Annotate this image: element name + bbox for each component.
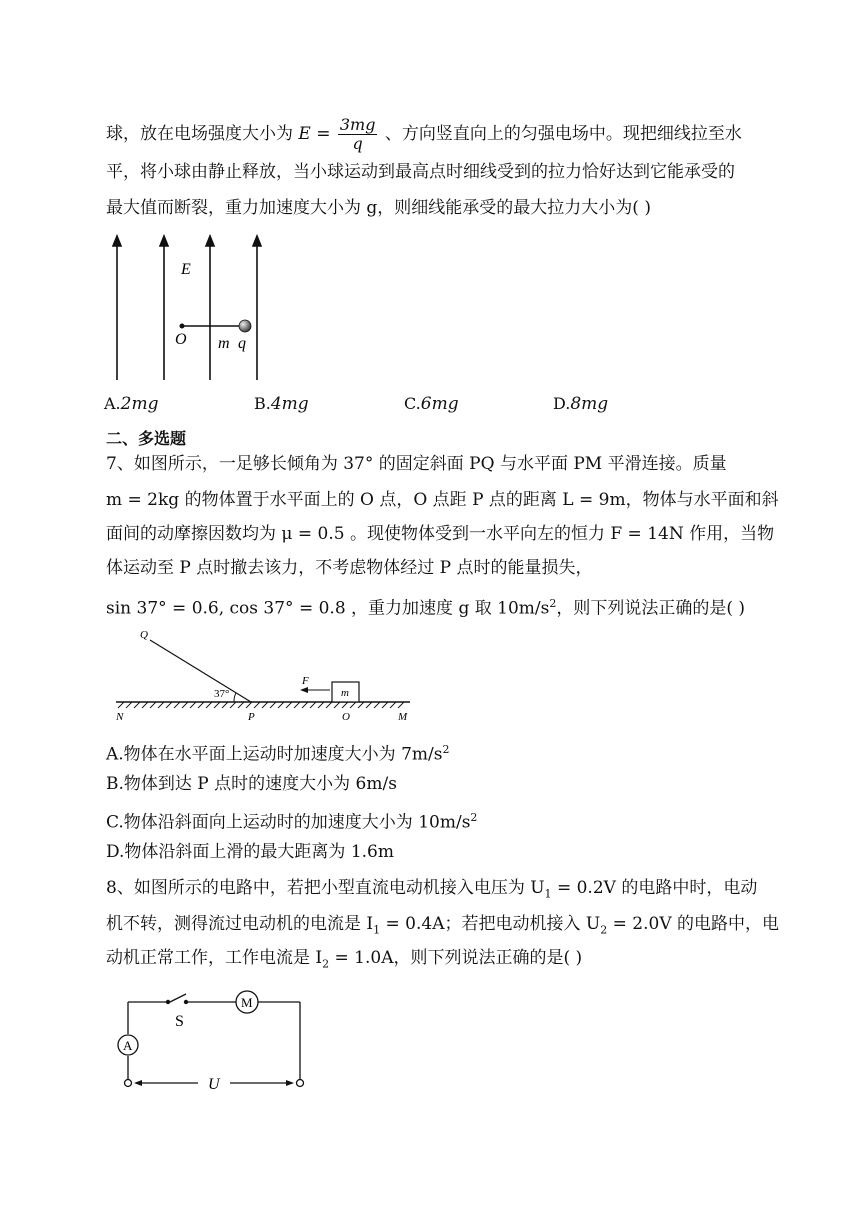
terminal-left <box>125 1080 132 1087</box>
label-q: q <box>238 335 246 352</box>
arrow-left-icon <box>300 687 308 693</box>
q7-line3: 面间的动摩擦因数均为 μ = 0.5 。现使物体受到一水平向左的恒力 F = 14N 作用，当物 <box>106 524 775 544</box>
q7-line5: sin 37° = 0.6, cos 37° = 0.8 ，重力加速度 g 取 $10m/s^2$，则下列说法正确的是( ) <box>106 597 746 619</box>
field-fraction <box>338 116 378 153</box>
angle-arc <box>234 693 236 702</box>
label-S: S <box>175 1013 184 1030</box>
ground-hatching <box>118 702 404 708</box>
arrow-left-icon <box>134 1080 142 1086</box>
label-M: M <box>398 711 408 723</box>
option-a: A.2mg <box>104 394 159 414</box>
fraction-denominator: q <box>352 134 363 153</box>
option-b: B.4mg <box>254 394 309 414</box>
q7-option-b: B.物体到达 P 点时的速度大小为 6m/s <box>106 774 397 794</box>
q6-field-figure <box>105 232 275 382</box>
switch-contact-right <box>184 1000 188 1004</box>
label-ammeter-A: A <box>123 1038 133 1053</box>
q7-option-d: D.物体沿斜面上滑的最大距离为 1.6m <box>106 842 394 862</box>
section-title: 二、多选题 <box>106 429 187 448</box>
q8-line1: 8、如图所示的电路中，若把小型直流电动机接入电压为 $U_1 = 0.2V$ 的电路中时，电动 <box>106 878 758 901</box>
q7-line2: m = 2kg 的物体置于水平面上的 O 点，O 点距 P 点的距离 L = 9m，物体与水平面和斜 <box>106 490 779 510</box>
q6-line1: 球，放在电场强度大小为 E = $\frac{3mg}{q}$ 、方向竖直向上的匀强电场中。现把细线拉至水 <box>106 115 742 153</box>
label-Q: Q <box>140 629 148 641</box>
label-m: m <box>218 335 230 352</box>
incline-line <box>150 640 251 702</box>
field-expr-lhs: E = <box>298 124 331 144</box>
label-block-m: m <box>341 687 349 699</box>
label-P: P <box>248 711 255 723</box>
q8-circuit-figure <box>112 990 316 1094</box>
q7-incline-figure <box>108 622 418 726</box>
q7-line4: 体运动至 P 点时撤去该力，不考虑物体经过 P 点时的能量损失， <box>106 558 593 578</box>
label-O: O <box>175 331 187 348</box>
label-U: U <box>208 1076 220 1093</box>
arrow-up-icon <box>160 236 168 246</box>
arrow-up-icon <box>253 236 261 246</box>
label-E: E <box>181 261 191 278</box>
label-F: F <box>302 675 309 687</box>
q6-line2: 平，将小球由静止释放，当小球运动到最高点时细线受到的拉力恰好达到它能承受的 <box>106 162 735 182</box>
arrow-right-icon <box>286 1080 294 1086</box>
label-angle: 37° <box>214 688 230 700</box>
label-motor-M: M <box>241 995 253 1010</box>
pivot-point <box>180 324 185 329</box>
q8-line2: 机不转，测得流过电动机的电流是 $I_1 = 0.4A$；若把电动机接入 $U_2 = 2.0V$ 的电路中，电 <box>106 914 780 937</box>
q7-option-c: C.物体沿斜面向上运动时的加速度大小为 $10m/s^2$ <box>106 811 478 833</box>
switch-contact-left <box>166 1000 170 1004</box>
arrow-up-icon <box>206 236 214 246</box>
option-d: D.8mg <box>553 394 609 414</box>
q7-line1: 7、如图所示，一足够长倾角为 37° 的固定斜面 PQ 与水平面 PM 平滑连接。质量 <box>106 454 727 474</box>
switch-lever <box>170 994 186 1002</box>
option-c: C.6mg <box>404 394 459 414</box>
label-N: N <box>116 711 124 723</box>
arrow-up-icon <box>113 236 121 246</box>
q8-line3: 动机正常工作，工作电流是 $I_2 = 1.0A$，则下列说法正确的是( ) <box>106 948 583 971</box>
label-O: O <box>342 711 350 723</box>
q7-option-a: A.物体在水平面上运动时加速度大小为 $7m/s^2$ <box>106 743 450 765</box>
charged-ball <box>239 320 251 332</box>
q6-line3: 最大值而断裂，重力加速度大小为 g，则细线能承受的最大拉力大小为( ) <box>106 198 651 218</box>
fraction-numerator: 3mg <box>339 115 376 134</box>
terminal-right <box>297 1080 304 1087</box>
